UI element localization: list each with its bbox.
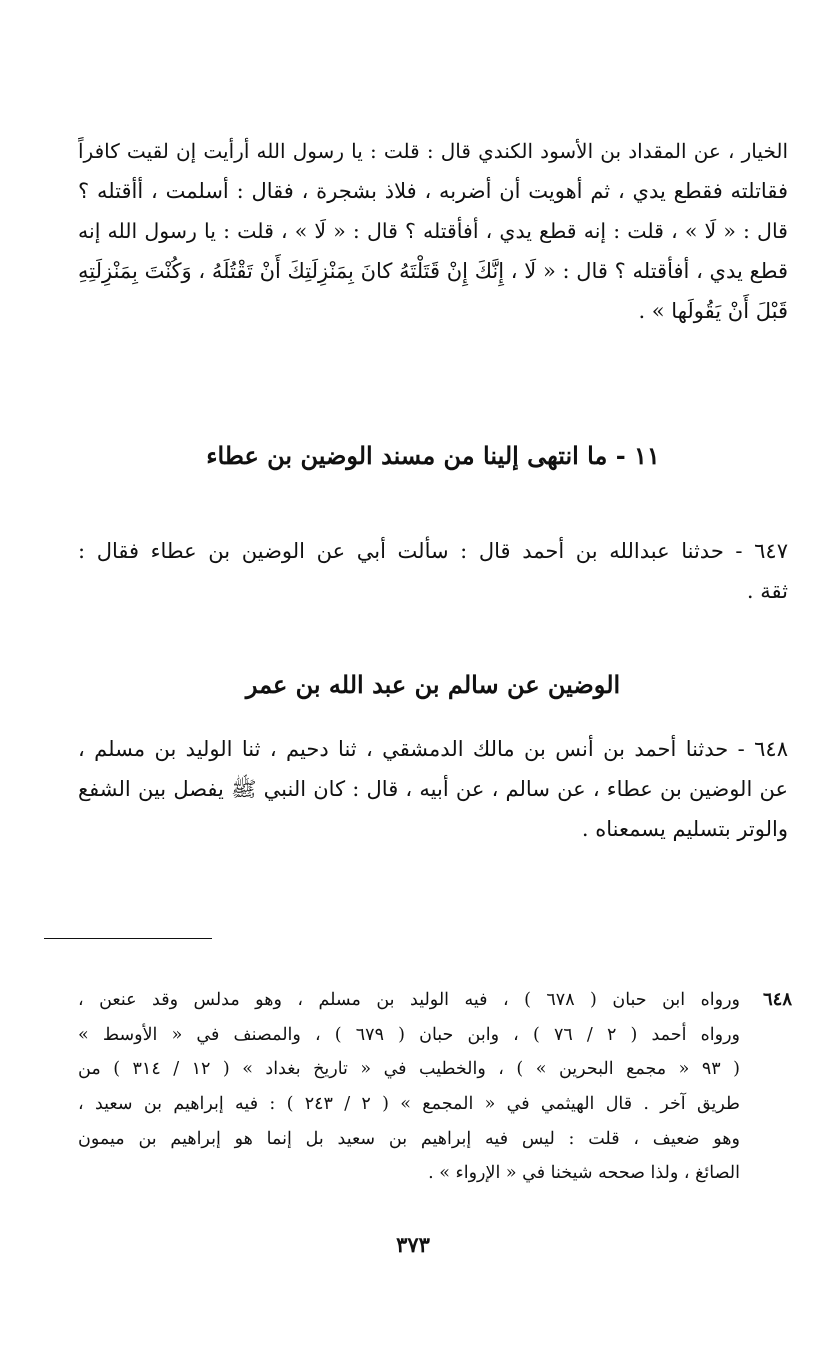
intro-line: قَبْلَ أَنْ يَقُولَها » . <box>638 299 788 323</box>
hadith-648 <box>78 729 788 849</box>
footnote-line: ورواه أحمد ( ٢ / ٧٦ ) ، وابن حبان ( ٦٧٩ ) ، والمصنف في « الأوسط » <box>78 1024 740 1045</box>
page-number: ٣٧٣ <box>396 1232 430 1257</box>
hadith-line: ٦٤٨ - حدثنا أحمد بن أنس بن مالك الدمشقي ، ثنا دحيم ، ثنا الوليد بن مسلم ، <box>78 737 788 761</box>
intro-line: الخيار ، عن المقداد بن الأسود الكندي قال : قلت : يا رسول الله أرأيت إن لقيت كافراً <box>78 139 788 163</box>
footnote-number: ٦٤٨ <box>762 989 792 1010</box>
intro-paragraph <box>78 131 788 331</box>
intro-line: فقاتلته فقطع يدي ، ثم أهويت أن أضربه ، فلاذ بشجرة ، فقال : أسلمت ، أأقتله ؟ <box>78 179 788 203</box>
footnote-text <box>78 983 740 1191</box>
hadith-line: ٦٤٧ - حدثنا عبدالله بن أحمد قال : سألت أبي عن الوضين بن عطاء فقال : <box>78 539 788 563</box>
footnote-line: الصائغ ، ولذا صححه شيخنا في « الإرواء » . <box>428 1163 740 1184</box>
footnote-divider <box>44 938 212 939</box>
sub-heading: الوضين عن سالم بن عبد الله بن عمر <box>245 670 621 699</box>
intro-line: قطع يدي ، أفأقتله ؟ قال : « لَا ، إِنَّكَ إِنْ قَتَلْتَهُ كانَ بِمَنْزِلَتِكَ أَنْ تَقْتُلَهُ ، وَكُنْتَ بِمَنْزِلَتِهِ <box>78 259 788 283</box>
hadith-line: ثقة . <box>746 579 788 603</box>
footnote-line: ورواه ابن حبان ( ٦٧٨ ) ، فيه الوليد بن مسلم ، وهو مدلس وقد عنعن ، <box>78 990 740 1010</box>
footnote-line: ( ٩٣ « مجمع البحرين » ) ، والخطيب في « تاريخ بغداد » ( ١٢ / ٣١٤ ) من <box>78 1059 740 1080</box>
hadith-line: والوتر بتسليم يسمعناه . <box>581 817 788 841</box>
hadith-647 <box>78 531 788 611</box>
section-heading: ١١ - ما انتهى إلينا من مسند الوضين بن عطاء <box>206 441 660 470</box>
hadith-line: عن الوضين بن عطاء ، عن سالم ، عن أبيه ، قال : كان النبي ﷺ يفصل بين الشفع <box>78 777 788 801</box>
intro-line: قال : « لَا » ، قلت : إنه قطع يدي ، أفأقتله ؟ قال : « لَا » ، قلت : يا رسول الله إنه <box>78 219 788 243</box>
footnote-line: وهو ضعيف ، قلت : ليس فيه إبراهيم بن سعيد بل إنما هو إبراهيم بن ميمون <box>78 1128 740 1149</box>
footnote-line: طريق آخر . قال الهيثمي في « المجمع » ( ٢ / ٢٤٣ ) : فيه إبراهيم بن سعيد ، <box>78 1094 740 1115</box>
